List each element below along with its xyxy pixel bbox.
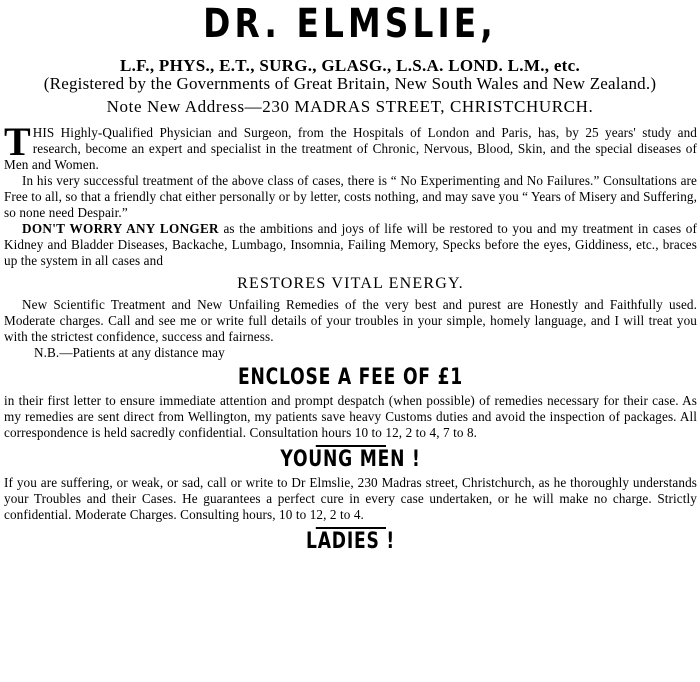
vital-energy-heading: RESTORES VITAL ENERGY. [237, 275, 464, 292]
intro-paragraph [4, 119, 697, 173]
ladies-heading [80, 527, 621, 555]
scientific-paragraph: New Scientific Treatment and New Unfailing Remedies of the very best and purest are Honestly and Faithfully used. Moderate charges. Call and see me or write full details of your troubles in your simple, homely language, and I will treat you with the strictest confidence, success and fairness. [4, 297, 697, 344]
worry-text: as the ambitions and joys of life will be restored to you and my treatment in cases of Kidney and Bladder Diseases, Backache, Lumbago, Insomnia, Failing Memory, Specks before the eyes, Giddiness, etc., braces up the system in all cases and [4, 221, 697, 268]
advertisement-body [0, 119, 700, 555]
nb-line: N.B.—Patients at any distance may [34, 345, 225, 360]
young-men-heading-text: YOUNG MEN ! [280, 447, 421, 472]
fee-heading [80, 365, 621, 391]
ladies-heading-text: LADIES ! [306, 529, 395, 554]
fee-heading-text: ENCLOSE A FEE OF £1 [237, 365, 464, 390]
address: Note New Address—230 MADRAS STREET, CHRISTCHURCH. [106, 97, 594, 116]
young-men-heading [80, 445, 621, 473]
worry-paragraph [4, 221, 697, 269]
qualifications: L.F., PHYS., E.T., SURG., GLASG., L.S.A. LOND. L.M., etc. [119, 56, 581, 75]
worry-lead: DON'T WORRY ANY LONGER [22, 221, 219, 236]
registration-note: (Registered by the Governments of Great Britain, New South Wales and New Zealand.) [43, 74, 657, 93]
fee-paragraph: in their first letter to ensure immediate attention and prompt despatch (when possible) of remedies necessary for their case. As my remedies are sent direct from Wellington, my patients save heavy Customs duties and avoid the inspection of packages. All correspondence is held sacredly confidential. Consultation hours 10 to 12, 2 to 4, 7 to 8. [4, 393, 697, 440]
intro-text: HIS Highly-Qualified Physician and Surgeon, from the Hospitals of London and Paris, has, by 25 years' study and research, become an expert and specialist in the treatment of Chronic, Nervous, Blood, Skin, and the special diseases of Men and Women. [4, 125, 697, 172]
young-men-paragraph: If you are suffering, or weak, or sad, call or write to Dr Elmslie, 230 Madras street, Christchurch, as he thoroughly understands your Troubles and their Cases. He guarantees a perfect cure in every case undertaken, or he will make no charge. Strictly confidential. Moderate Charges. Consulting hours, 10 to 12, 2 to 4. [4, 475, 697, 522]
headline: DR. ELMSLIE, [203, 1, 497, 47]
drop-cap: T [4, 119, 31, 164]
success-paragraph: In his very successful treatment of the above class of cases, there is “ No Experimenting and No Failures.” Consultations are Free to all, so that a friendly chat either personally or by letter, costs nothing, and may save you “ Years of Misery and Suffering, so none need Despair.” [4, 173, 697, 220]
